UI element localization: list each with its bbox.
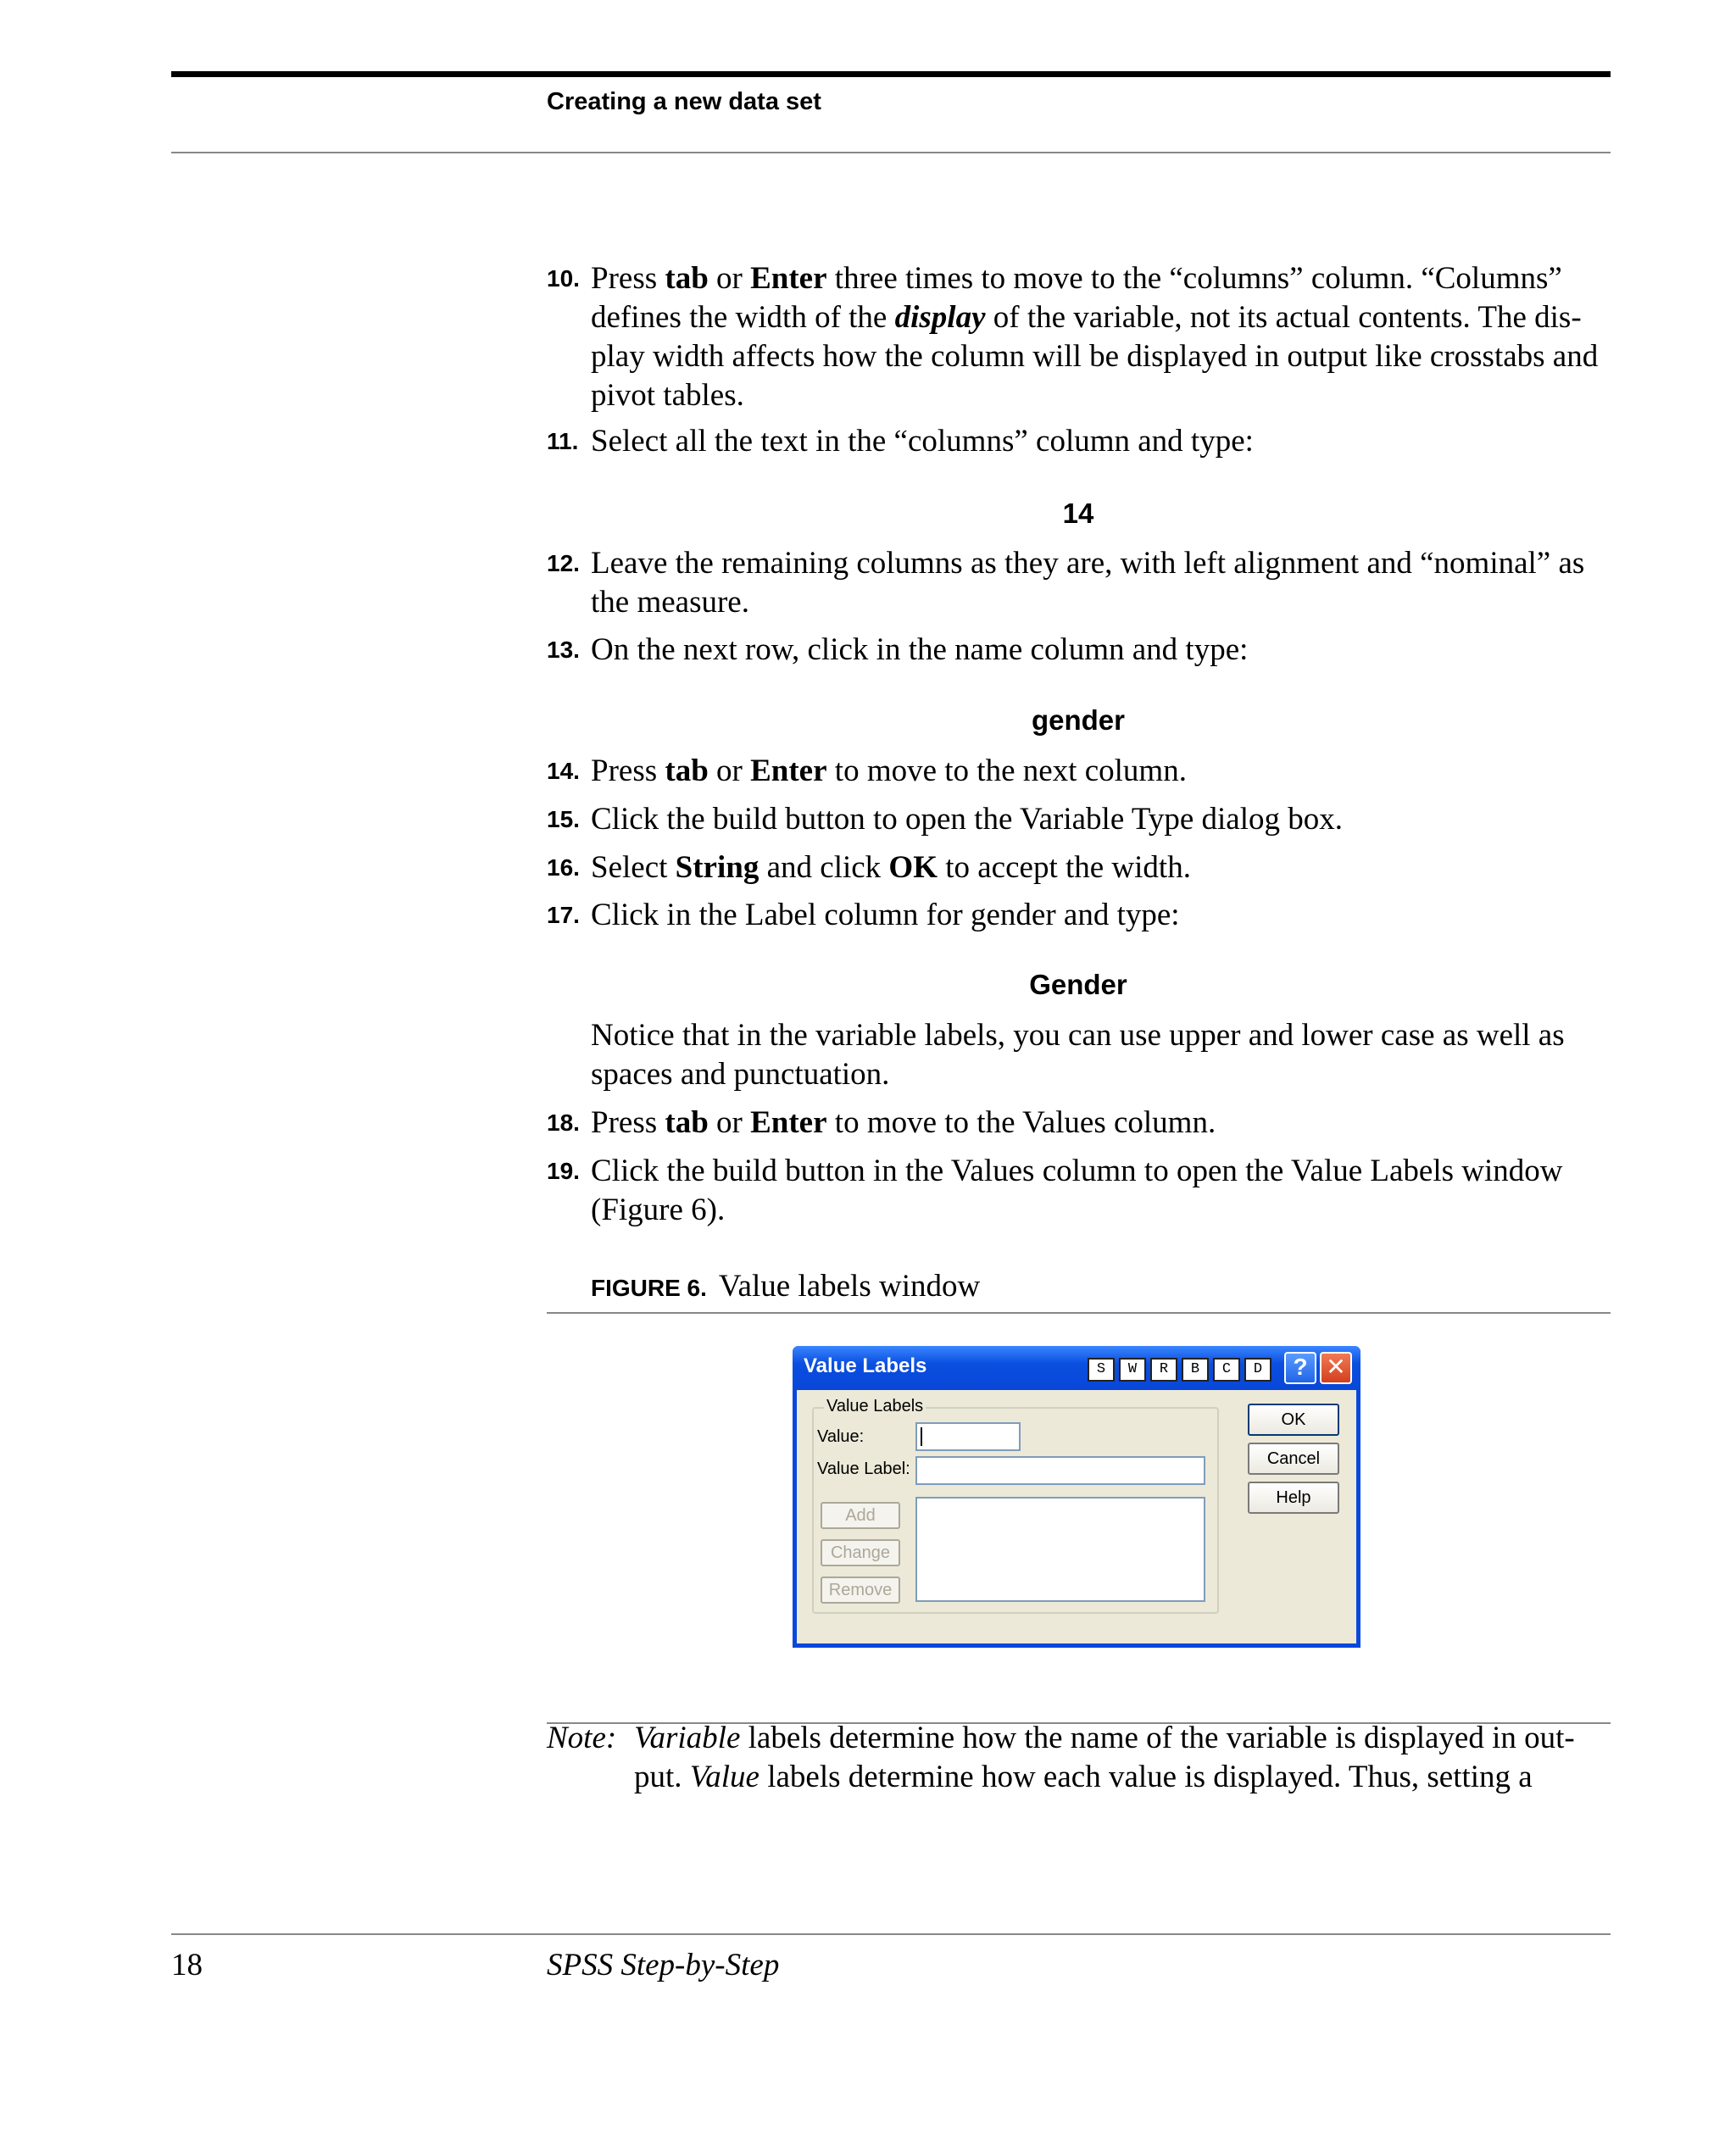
value-input[interactable]: [915, 1422, 1021, 1451]
step-text: [591, 422, 1611, 461]
value-labels-list[interactable]: [915, 1497, 1205, 1602]
value-labels-dialog: [793, 1346, 1360, 1648]
dialog-toolbar: [1088, 1358, 1276, 1382]
value-label-input[interactable]: [915, 1456, 1205, 1485]
change-button[interactable]: Change: [821, 1539, 900, 1566]
figure-caption: [591, 1268, 980, 1304]
cancel-button[interactable]: Cancel: [1248, 1443, 1339, 1475]
step-text: [591, 800, 1611, 839]
step-14: [547, 752, 1611, 791]
step-text-run: Click the build button in the Values column to open the Value Labels window (Figure 6).: [591, 1154, 1563, 1227]
figure-caption-text: Value labels window: [718, 1269, 981, 1304]
step-text: [591, 1104, 1611, 1143]
step-text-run: Press: [591, 1105, 665, 1140]
step-text-run: Enter: [750, 1105, 827, 1140]
note-text-run: labels determine how each value is displayed. Thus, setting a: [759, 1760, 1533, 1794]
step-text-run: tab: [665, 261, 709, 296]
step-text-run: Select all the text in the “columns” column and type:: [591, 424, 1254, 459]
step-text-run: Press: [591, 261, 665, 296]
note-text-run: Value: [689, 1760, 760, 1794]
step-text-run: Leave the remaining columns as they are, with left alignment and “nominal” as the measure.: [591, 546, 1585, 620]
step-text-run: Press: [591, 754, 665, 788]
help-button[interactable]: Help: [1248, 1482, 1339, 1514]
step-number: 19.: [547, 1158, 580, 1184]
toolbar-button-d[interactable]: D: [1244, 1358, 1271, 1382]
step-text: [591, 631, 1611, 670]
figure-rule: [547, 1312, 1611, 1314]
step-11: [547, 422, 1611, 461]
step-number: 13.: [547, 637, 580, 663]
step-text-run: or: [708, 754, 751, 788]
step-number: 17.: [547, 902, 580, 928]
note-label: Note:: [547, 1721, 617, 1755]
step-number: 11.: [547, 428, 579, 454]
toolbar-button-s[interactable]: S: [1088, 1358, 1115, 1382]
typed-value-name: gender: [1031, 704, 1126, 736]
header-bottom-rule: [171, 152, 1611, 153]
step-number: 10.: [547, 265, 580, 292]
step-text: [591, 259, 1611, 415]
step-text-run: Click the build button to open the Variable Type dialog box.: [591, 802, 1343, 837]
step-13: [547, 631, 1611, 670]
book-title: SPSS Step-by-Step: [547, 1948, 780, 1983]
step-text-run: three times to move to the “columns” column. “Columns” defines the width of the: [591, 261, 1562, 335]
step-text-run: OK: [888, 850, 938, 885]
step-19: [547, 1152, 1611, 1230]
figure-label: FIGURE 6.: [591, 1275, 707, 1301]
step-text-run: to move to the Values column.: [826, 1105, 1216, 1140]
running-header: Creating a new data set: [547, 88, 821, 115]
dialog-body: [797, 1390, 1356, 1643]
dialog-title-bar[interactable]: [793, 1346, 1360, 1390]
help-icon[interactable]: ?: [1284, 1352, 1316, 1384]
step-15: [547, 800, 1611, 839]
step-text-run: Select: [591, 850, 676, 885]
step-text-run: tab: [665, 1105, 709, 1140]
step-number: 12.: [547, 550, 580, 576]
step-text-run: or: [708, 261, 751, 296]
step-text-run: display: [894, 300, 986, 335]
step-text-run: to move to the next column.: [826, 754, 1187, 788]
text-caret: [921, 1427, 922, 1446]
toolbar-button-r[interactable]: R: [1150, 1358, 1177, 1382]
step-text-run: Enter: [750, 754, 827, 788]
step-text-run: of the variable, not its actual contents. The dis-play width affects how the column will be displayed in output like crosstabs and pivot tables.: [591, 300, 1599, 413]
step-text-run: or: [708, 1105, 751, 1140]
step-text-run: to accept the width.: [937, 850, 1191, 885]
header-top-rule: [171, 71, 1611, 77]
typed-value-columns: 14: [1062, 498, 1094, 529]
toolbar-button-c[interactable]: C: [1213, 1358, 1240, 1382]
add-button[interactable]: Add: [821, 1502, 900, 1529]
ok-button[interactable]: OK: [1248, 1404, 1339, 1436]
note-text-run: labels determine how the name of the variable is displayed in out-put.: [634, 1721, 1575, 1794]
page-number: 18: [171, 1948, 203, 1983]
step-text: [591, 848, 1611, 887]
step-text: [591, 896, 1611, 935]
toolbar-button-w[interactable]: W: [1119, 1358, 1146, 1382]
step-text-run: tab: [665, 754, 709, 788]
step-text-run: and click: [759, 850, 889, 885]
note-text: [634, 1719, 1611, 1797]
step-text-run: On the next row, click in the name column and type:: [591, 632, 1249, 667]
step-12: [547, 544, 1611, 622]
step-number: 16.: [547, 854, 580, 881]
step-16: [547, 848, 1611, 887]
note-text-run: Variable: [634, 1721, 741, 1755]
step-10: [547, 259, 1611, 415]
step-text-run: Enter: [750, 261, 827, 296]
step-text-run: String: [675, 850, 760, 885]
value-labels-group: [812, 1397, 1219, 1614]
note-block: [547, 1719, 1611, 1797]
step-text: [591, 544, 1611, 622]
step-number: 14.: [547, 758, 580, 784]
value-field-label: Value:: [817, 1427, 865, 1446]
footer-rule: [171, 1933, 1611, 1935]
toolbar-button-b[interactable]: B: [1182, 1358, 1209, 1382]
step-text: [591, 1152, 1611, 1230]
step-text-run: Click in the Label column for gender and type:: [591, 898, 1180, 932]
step-number: 18.: [547, 1109, 580, 1136]
group-label: Value Labels: [824, 1397, 926, 1416]
value-label-field-label: Value Label:: [817, 1460, 910, 1478]
close-icon[interactable]: ✕: [1320, 1352, 1352, 1384]
step-text: [591, 752, 1611, 791]
notice-paragraph: Notice that in the variable labels, you can use upper and lower case as well as spaces and punctuation.: [591, 1018, 1565, 1092]
dialog-title: Value Labels: [804, 1354, 927, 1377]
step-18: [547, 1104, 1611, 1143]
step-number: 15.: [547, 806, 580, 832]
typed-value-label: Gender: [1029, 969, 1127, 1000]
step-17: [547, 896, 1611, 935]
remove-button[interactable]: Remove: [821, 1577, 900, 1604]
